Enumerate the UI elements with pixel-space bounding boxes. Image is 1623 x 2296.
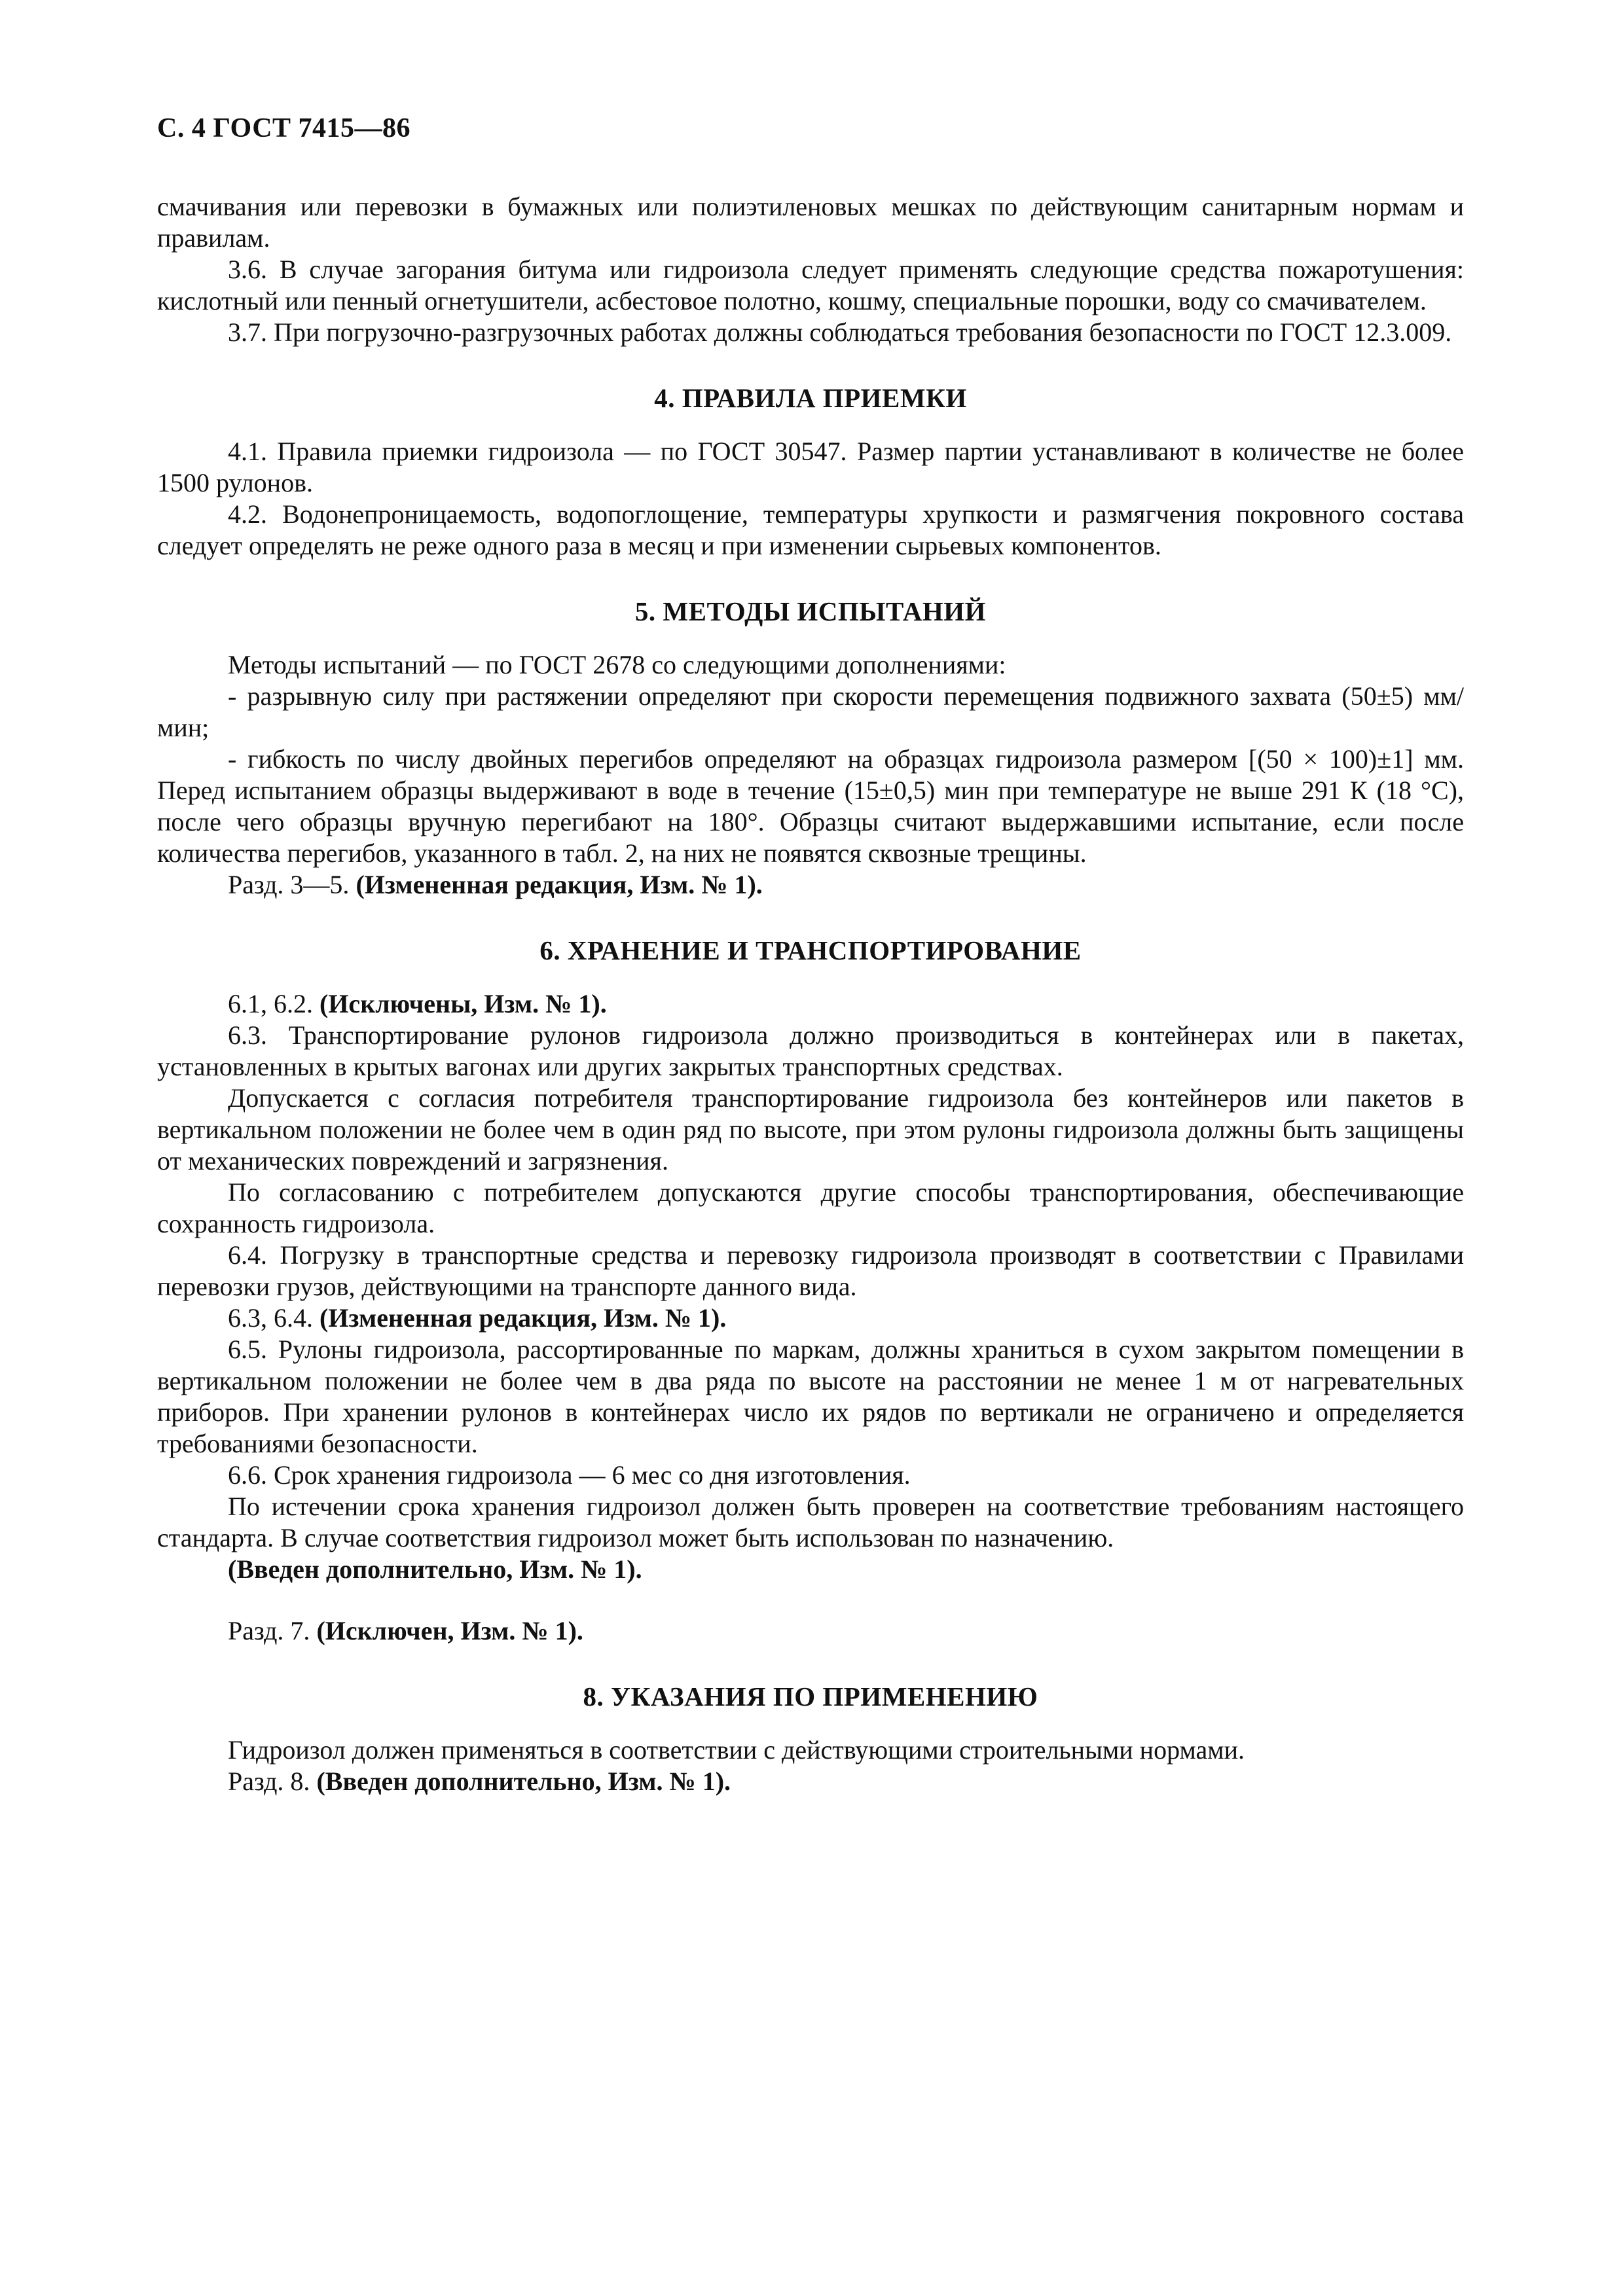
document-body <box>157 191 1464 1797</box>
section-heading-6: 6. ХРАНЕНИЕ И ТРАНСПОРТИРОВАНИЕ <box>539 935 1082 965</box>
paragraph-6-3-consent: Допускается с согласия потребителя транспортирование гидроизола без контейнеров или пакетов в вертикальном положении не более чем в один ряд по высоте, при этом рулоны гидроизола должны быть защищены от механических повреждений и загрязнения. <box>157 1083 1464 1175</box>
paragraph-5-flexibility: - гибкость по числу двойных перегибов определяют на образцах гидроизола размером [(50 × 100)±1] мм. Перед испытанием образцы выдерживают в воде в течение (15±0,5) мин при температуре не выше 291 К (18 °С), после чего образцы вручную перегибают на 180°. Образцы считают выдержавшими испытание, если после количества перегибов, указанного в табл. 2, на них не появятся сквозные трещины. <box>157 744 1464 868</box>
section-heading-5: 5. МЕТОДЫ ИСПЫТАНИЙ <box>634 596 987 626</box>
paragraph-6-6-expiry: По истечении срока хранения гидроизол должен быть проверен на соответствие требованиям настоящего стандарта. В случае соответствия гидроизол может быть использован по назначению. <box>157 1492 1464 1552</box>
paragraph-5-tensile: - разрывную силу при растяжении определяют при скорости перемещения подвижного захвата (50±5) мм/мин; <box>157 681 1464 742</box>
section-heading-8: 8. УКАЗАНИЯ ПО ПРИМЕНЕНИЮ <box>583 1681 1038 1712</box>
paragraph-3-6: 3.6. В случае загорания битума или гидроизола следует применять следующие средства пожаротушения: кислотный или пенный огнетушители, асбестовое полотно, кошму, специальные порошки, воду со смачивателем. <box>157 255 1464 315</box>
amendment-mark: (Исключены, Изм. № 1). <box>319 989 607 1018</box>
paragraph-6-6: 6.6. Срок хранения гидроизола — 6 мес со дня изготовления. <box>228 1460 911 1490</box>
paragraph-6-5: 6.5. Рулоны гидроизола, рассортированные по маркам, должны храниться в сухом закрытом помещении в вертикальном положении не более чем в два ряда по высоте на расстоянии не менее 1 м от нагревательных приборов. При хранении рулонов в контейнерах число их рядов по вертикали не ограничено и определяется требованиями безопасности. <box>157 1335 1464 1458</box>
note-text: 6.1, 6.2. <box>228 989 319 1018</box>
paragraph-8: Гидроизол должен применяться в соответствии с действующими строительными нормами. <box>228 1735 1245 1765</box>
note-text: Разд. 8. <box>228 1767 317 1796</box>
amendment-mark: (Исключен, Изм. № 1). <box>316 1616 583 1645</box>
paragraph-continuation: смачивания или перевозки в бумажных или полиэтиленовых мешках по действующим санитарным нормам и правилам. <box>157 192 1464 253</box>
amendment-mark: (Измененная редакция, Изм. № 1). <box>319 1303 727 1333</box>
paragraph-4-1: 4.1. Правила приемки гидроизола — по ГОСТ 30547. Размер партии устанавливают в количестве не более 1500 рулонов. <box>157 437 1464 497</box>
paragraph-6-4: 6.4. Погрузку в транспортные средства и перевозку гидроизола производят в соответствии с Правилами перевозки грузов, действующими на транспорте данного вида. <box>157 1240 1464 1301</box>
paragraph-6-3: 6.3. Транспортирование рулонов гидроизола должно производиться в контейнерах или в пакетах, установленных в крытых вагонах или других закрытых транспортных средствах. <box>157 1020 1464 1081</box>
section-heading-4: 4. ПРАВИЛА ПРИЕМКИ <box>654 383 967 413</box>
running-head: С. 4 ГОСТ 7415—86 <box>157 113 411 143</box>
note-text: Разд. 7. <box>228 1616 317 1645</box>
paragraph-4-2: 4.2. Водонепроницаемость, водопоглощение, температуры хрупкости и размягчения покровного состава следует определять не реже одного раза в месяц и при изменении сырьевых компонентов. <box>157 499 1464 560</box>
paragraph-6-1-6-2 <box>157 988 1464 1020</box>
paragraph-6-3-other-methods: По согласованию с потребителем допускаются другие способы транспортирования, обеспечивающие сохранность гидроизола. <box>157 1177 1464 1238</box>
paragraph-6-3-6-4-amendment <box>157 1302 1464 1334</box>
paragraph-5-intro: Методы испытаний — по ГОСТ 2678 со следующими дополнениями: <box>228 650 1006 679</box>
note-text: Разд. 3—5. <box>228 870 356 899</box>
paragraph-6-6-amendment: (Введен дополнительно, Изм. № 1). <box>228 1554 642 1584</box>
paragraph-5-amendment-note <box>157 869 1464 901</box>
paragraph-3-7: 3.7. При погрузочно-разгрузочных работах должны соблюдаться требования безопасности по ГОСТ 12.3.009. <box>228 317 1452 347</box>
paragraph-8-amendment-note <box>157 1766 1464 1797</box>
amendment-mark: (Введен дополнительно, Изм. № 1). <box>316 1767 731 1796</box>
amendment-mark: (Измененная редакция, Изм. № 1). <box>356 870 763 899</box>
note-text: 6.3, 6.4. <box>228 1303 319 1333</box>
paragraph-section-7-note <box>157 1615 1464 1647</box>
